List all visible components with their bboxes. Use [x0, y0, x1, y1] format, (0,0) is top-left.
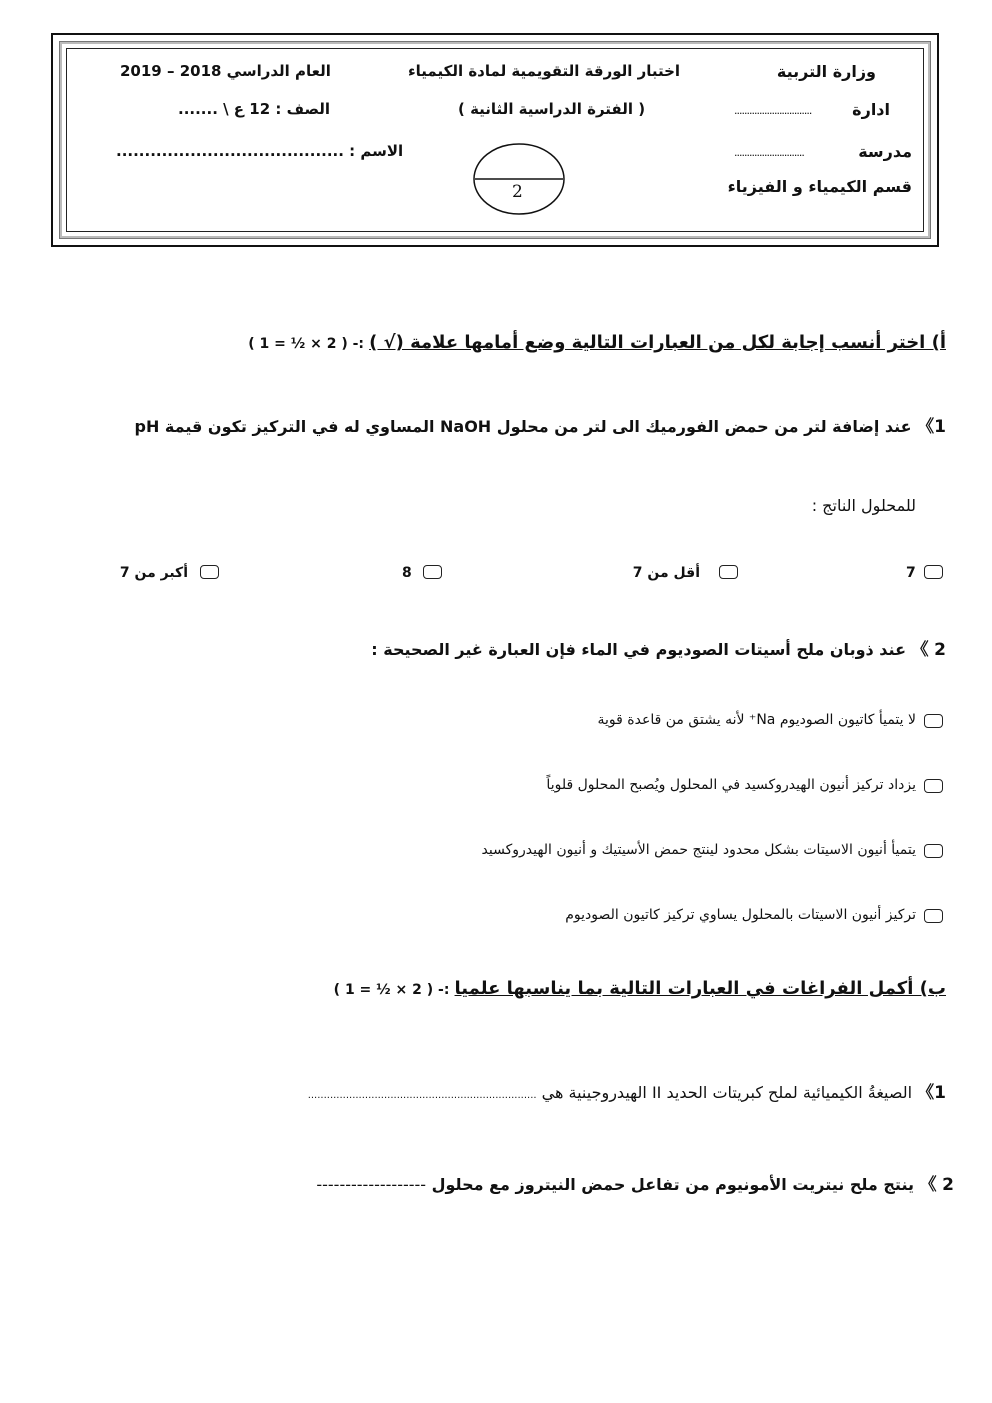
question-b1-text: الصيغةُ الكيميائية لملح كبريتات الحديد II الهيدروجينية هي	[541, 1083, 913, 1102]
question-a2-number: 2	[934, 640, 946, 660]
ministry-label: وزارة التربية	[776, 62, 876, 81]
question-b2-text: ينتج ملح نيتريت الأمونيوم من تفاعل حمض النيتروز مع محلول	[431, 1175, 914, 1194]
option-a1-3-label: 8	[402, 565, 412, 581]
school-label: مدرسة	[858, 142, 912, 161]
option-a1-1-label: 7	[906, 565, 916, 581]
question-b1-blank[interactable]: ........................................................................	[307, 1090, 537, 1101]
option-a2-4-checkbox[interactable]	[924, 909, 943, 923]
score-mark: 2	[512, 182, 523, 202]
question-a1-continuation: للمحلول الناتج :	[811, 496, 916, 515]
arrow-icon: 》	[919, 1175, 937, 1195]
option-a1-2-label: أقل من 7	[632, 565, 700, 581]
student-name-field[interactable]: الاسم : ........................................	[116, 142, 404, 160]
question-b2-number: 2	[942, 1175, 954, 1195]
department-label: قسم الكيمياء و الفيزياء	[727, 177, 912, 196]
score-oval	[472, 142, 566, 218]
option-a2-1-checkbox[interactable]	[924, 714, 943, 728]
question-a1	[134, 412, 946, 437]
option-a1-2-checkbox[interactable]	[719, 565, 738, 579]
option-a2-3-checkbox[interactable]	[924, 844, 943, 858]
option-a2-2-label: يزداد تركيز أنيون الهيدروكسيد في المحلول ويُصبح المحلول قلوياً	[546, 777, 916, 793]
admin-label: ادارة	[852, 100, 890, 119]
question-b2	[316, 1170, 954, 1195]
admin-dots: ...............................	[734, 104, 812, 117]
arrow-icon: 》	[917, 417, 935, 437]
question-a1-text: عند إضافة لتر من حمض الفورميك الى لتر من محلول NaOH المساوي له في التركيز تكون قيمة pH	[134, 417, 912, 436]
school-dots: ............................	[734, 146, 804, 159]
question-a1-number: 1	[934, 417, 946, 437]
option-a2-1-label: لا يتميأ كاتيون الصوديوم Na⁺ لأنه يشتق من قاعدة قوية	[597, 712, 916, 728]
arrow-icon: 》	[917, 1083, 935, 1103]
question-a2	[371, 635, 946, 660]
section-a-title: أ) اختر أنسب إجابة لكل من العبارات التالية وضع أمامها علامة (√ )	[369, 332, 946, 353]
question-b2-blank[interactable]: -------------------	[316, 1175, 427, 1194]
period-label: ( الفترة الدراسية الثانية )	[458, 100, 646, 118]
question-b1-number: 1	[934, 1083, 946, 1103]
option-a1-1-checkbox[interactable]	[924, 565, 943, 579]
section-b-header	[334, 978, 946, 999]
option-a1-4-label: أكبر من 7	[119, 565, 188, 581]
section-b-title: ب) أكمل الفراغات في العبارات التالية بما يناسبها علميا	[454, 978, 946, 999]
question-b1	[308, 1078, 946, 1103]
arrow-icon: 》	[911, 640, 929, 660]
option-a1-3-checkbox[interactable]	[423, 565, 442, 579]
option-a2-2-checkbox[interactable]	[924, 779, 943, 793]
option-a2-4-label: تركيز أنيون الاسيتات بالمحلول يساوي تركيز كاتيون الصوديوم	[565, 907, 916, 923]
grade-label: الصف : 12 ع \ .......	[178, 100, 331, 118]
exam-title: اختبار الورقة التقويمية لمادة الكيمياء	[408, 62, 681, 80]
option-a1-4-checkbox[interactable]	[200, 565, 219, 579]
question-a2-text: عند ذوبان ملح أسيتات الصوديوم في الماء فإن العبارة غير الصحيحة :	[371, 640, 906, 659]
option-a2-3-label: يتميأ أنيون الاسيتات بشكل محدود لينتج حمض الأسيتيك و أنيون الهيدروكسيد	[481, 842, 916, 858]
section-b-scoring: :- ( 2 × ½ = 1 )	[333, 982, 450, 998]
section-a-scoring: :- ( 2 × ½ = 1 )	[248, 336, 365, 352]
academic-year: العام الدراسي 2018 – 2019	[120, 62, 331, 80]
section-a-header	[248, 332, 946, 353]
